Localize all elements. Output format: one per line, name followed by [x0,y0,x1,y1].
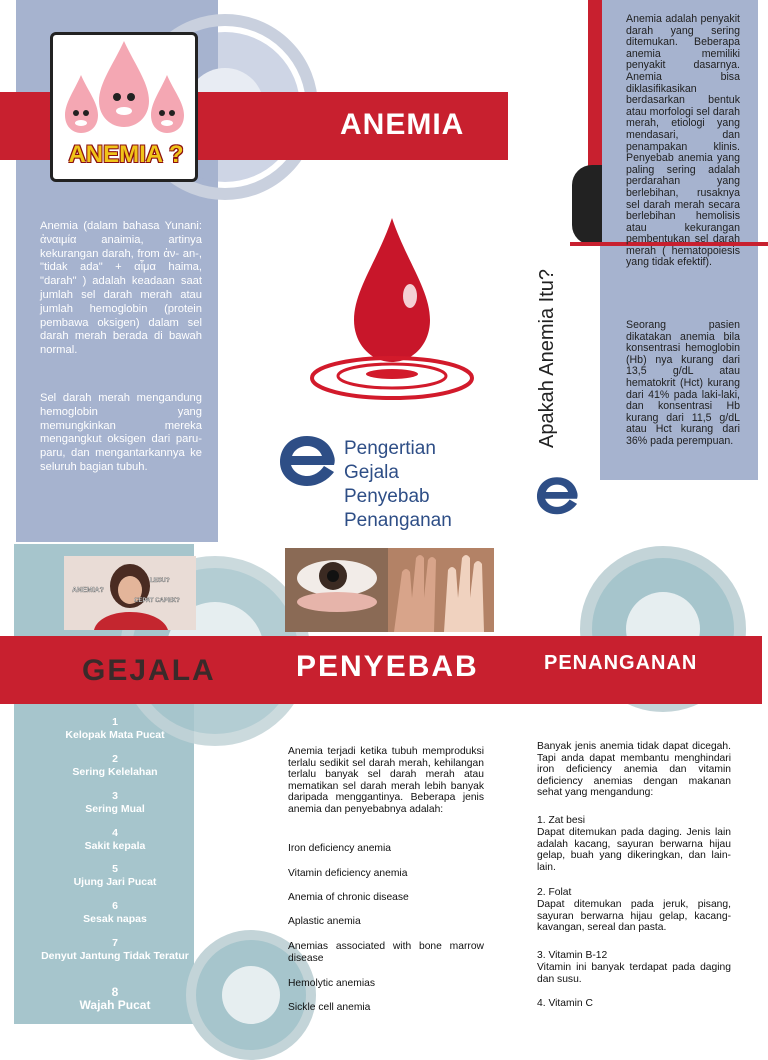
cause-item: Anemias associated with bone marrow disease [288,941,484,964]
symptom-text: Sesak napas [83,912,147,925]
symptom-item [40,937,190,962]
right-dark-accent [572,165,602,245]
topic-item: Penyebab [344,486,430,507]
intro-paragraph: Anemia (dalam bahasa Yunani: ἀναιμία anaimia, artinya kekurangan darah, from ἀν- an-, "tidak ada" + αἷμα haima, "darah" ) adalah keadaan saat jumlah sel darah merah atau jumlah hemoglobin (protein pembawa oksigen) dalam sel darah merah berada di bawah normal. [40,220,202,357]
decorative-ring [222,966,280,1024]
cause-item: Vitamin deficiency anemia [288,868,408,879]
section-title-penanganan: PENANGANAN [544,652,698,674]
symptom-text: Sering Kelelahan [72,765,158,778]
symptom-item [40,827,190,852]
topics-list [344,437,452,533]
vertical-title: Apakah Anemia Itu? [536,268,558,448]
symptom-number: 6 [112,900,118,912]
e-logo-icon [534,474,580,516]
cause-item: Sickle cell anemia [288,1002,371,1013]
symptom-number: 5 [112,863,118,875]
symptom-number: 4 [112,827,118,839]
page-title: ANEMIA [340,108,465,141]
symptom-item [40,986,190,1011]
criteria-paragraph: Seorang pasien dikatakan anemia bila konsentrasi hemoglobin (Hb) nya kurang dari 13,5 g/dL atau hematokrit (Hct) kurang dari 41% pada laki-laki, dan konsentrasi Hb kurang dari 11,5 g/dL atau Hct kurang dari 36% pada perempuan. [626,319,740,447]
cause-intro: Anemia terjadi ketika tubuh memproduksi terlalu sedikit sel darah merah, kehilangan terlalu banyak sel darah merah atau mematikan sel darah merah lebih banyak daripada menggantinya. Beberapa jenis anemia dan penyebabnya adalah: [288,746,484,815]
photo-label: LESU? [150,578,170,584]
symptom-item [40,863,190,888]
cause-item: Anemia of chronic disease [288,892,409,903]
pale-eyelid-photo [285,548,389,632]
section-title-gejala: GEJALA [82,654,216,687]
topic-item: Gejala [344,462,399,483]
right-accent-bar [588,0,602,170]
symptom-number: 7 [112,937,118,949]
treatment-title: 1. Zat besi [537,815,586,826]
treatment-title: 3. Vitamin B-12 [537,950,608,961]
symptom-number: 8 [111,985,119,999]
treatment-text: Vitamin ini banyak terdapat pada daging dan susu. [537,962,731,985]
treatment-title: 4. Vitamin C [537,998,593,1009]
symptom-text: Denyut Jantung Tidak Teratur [41,949,189,962]
treatment-text: Dapat ditemukan pada jeruk, pisang, sayuran berwarna hijau gelap, kacang-kavangan, sereal dan pasta. [537,899,731,934]
cause-item: Hemolytic anemias [288,978,375,989]
symptom-number: 2 [112,753,118,765]
topic-item: Penanganan [344,510,452,531]
logo-text: ANEMIA ? [68,141,184,168]
symptom-item [40,716,190,741]
anemia-logo [50,32,198,182]
photo-label: CEPAT CAPEK? [134,598,180,604]
intro-paragraph-2: Sel darah merah mengandung hemoglobin yang memungkinkan mereka mengangkut oksigen dari paru-paru, dan mengantarkannya ke seluruh bagian tubuh. [40,392,202,473]
symptom-item [40,900,190,925]
symptom-text: Ujung Jari Pucat [73,875,157,888]
symptom-number: 1 [112,716,118,728]
symptom-text: Kelopak Mata Pucat [65,728,165,741]
photo-label: ANEMIA? [72,587,104,594]
symptom-text: Sakit kepala [84,839,146,852]
symptom-item [40,790,190,815]
cause-item: Aplastic anemia [288,916,361,927]
tired-woman-photo [64,556,196,630]
symptom-item [40,753,190,778]
blood-drop-illustration [292,210,492,420]
e-logo-icon [276,432,338,488]
treatment-text: Dapat ditemukan pada daging. Jenis lain adalah kacang, sayuran berwarna hijau gelap, buah yang dikeringkan, dan lain-lain. [537,827,731,873]
symptom-text: Wajah Pucat [79,997,151,1012]
section-title-penyebab: PENYEBAB [296,650,479,683]
cause-item: Iron deficiency anemia [288,843,392,854]
symptom-number: 3 [112,790,118,802]
definition-paragraph: Anemia adalah penyakit darah yang sering ditemukan. Beberapa anemia memiliki penyakit dasarnya. Anemia bisa diklasifikasikan berdasarkan bentuk atau morfologi sel darah merah, etiologi yang mendasari, dan penampakan klinis. Penyebab anemia yang paling sering adalah perdarahan yang berlebihan, rusaknya sel darah merah secara berlebihan hemolisis atau kekurangan pembentukan sel darah merah ( hematopoiesis yang tidak efektif). [626,13,740,269]
pale-hands-photo [388,548,494,632]
treatment-title: 2. Folat [537,887,572,898]
topic-item: Pengertian [344,438,436,459]
symptom-text: Sering Mual [85,802,145,815]
treatment-intro: Banyak jenis anemia tidak dapat dicegah. Tapi anda dapat membantu menghindari iron deficiency anemia dan vitamin deficiency anemias dengan makanan sehat yang mengandung: [537,741,731,799]
